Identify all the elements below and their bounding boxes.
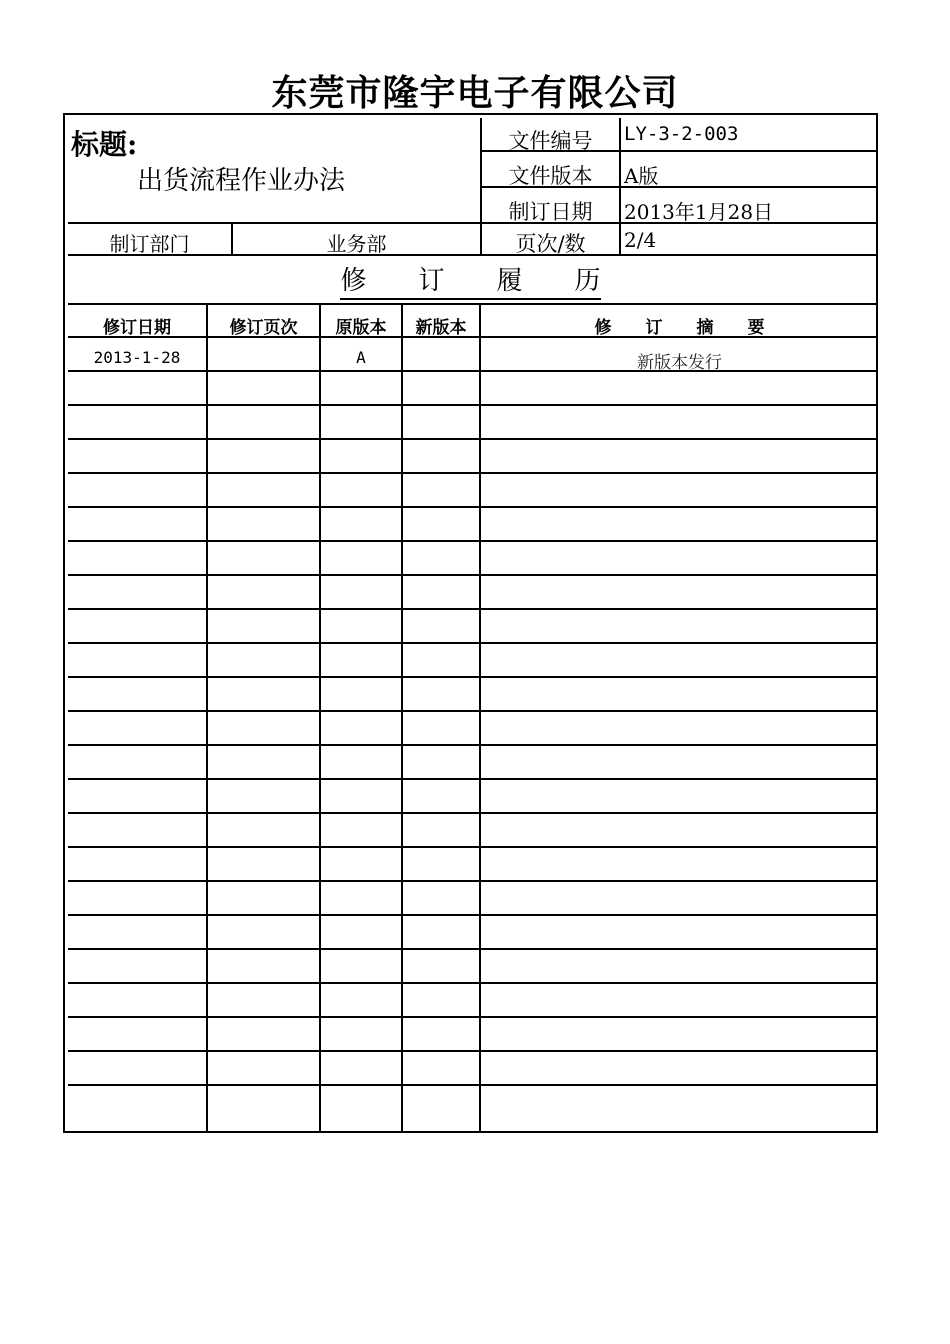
row-divider [68, 1050, 878, 1052]
column-divider [319, 303, 321, 1132]
row-divider [68, 438, 878, 440]
row-divider [68, 880, 878, 882]
row-divider [68, 948, 878, 950]
title-label: 标题: [71, 128, 138, 161]
row-divider [68, 744, 878, 746]
divider [68, 303, 878, 305]
row-divider [68, 1016, 878, 1018]
document-table [68, 118, 873, 1128]
row-divider [68, 778, 878, 780]
document-title: 出货流程作业办法 [137, 166, 346, 196]
row-divider [68, 370, 878, 372]
row-divider [68, 812, 878, 814]
row-divider [68, 574, 878, 576]
column-header-old-version: 原版本 [335, 318, 387, 338]
cell-revision-summary: 新版本发行 [637, 353, 722, 373]
row-divider [68, 404, 878, 406]
row-divider [68, 540, 878, 542]
column-header-new-version: 新版本 [415, 318, 467, 338]
version-value: A版 [624, 164, 659, 188]
column-divider [479, 303, 481, 1132]
row-divider [68, 914, 878, 916]
row-divider [68, 336, 878, 338]
page-label: 页次/数 [515, 232, 586, 256]
row-divider [68, 1084, 878, 1086]
file-no-label: 文件编号 [508, 129, 593, 153]
file-no-value: LY-3-2-003 [624, 123, 739, 145]
dept-value: 业务部 [326, 232, 387, 256]
column-header-revision-summary: 修 订 摘 要 [594, 318, 765, 338]
row-divider [68, 608, 878, 610]
version-label: 文件版本 [508, 164, 593, 188]
row-divider [68, 982, 878, 984]
revision-history-title: 修 订 履 历 [68, 260, 873, 300]
dept-label: 制订部门 [109, 232, 190, 256]
column-header-revision-date: 修订日期 [103, 318, 171, 338]
row-divider [68, 846, 878, 848]
row-divider [68, 642, 878, 644]
row-divider [68, 676, 878, 678]
column-divider [206, 303, 208, 1132]
row-divider [68, 710, 878, 712]
row-divider [68, 472, 878, 474]
column-header-revision-page: 修订页次 [229, 318, 298, 338]
date-label: 制订日期 [508, 200, 593, 224]
row-divider [68, 506, 878, 508]
page-value: 2/4 [624, 228, 657, 252]
document-frame [63, 113, 878, 1133]
cell-old-version: A [356, 348, 366, 367]
company-name: 东莞市隆宇电子有限公司 [271, 72, 679, 114]
date-value: 2013年1月28日 [624, 200, 774, 224]
column-divider [401, 303, 403, 1132]
cell-revision-date: 2013-1-28 [93, 348, 181, 367]
